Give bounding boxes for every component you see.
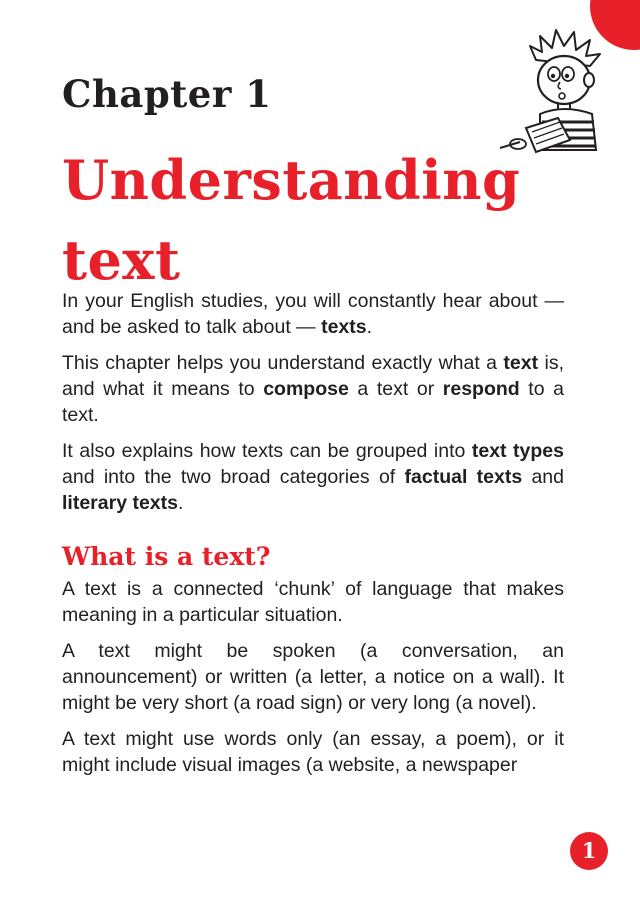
page-content xyxy=(62,288,564,788)
chapter-label: Chapter 1 xyxy=(62,72,272,116)
text-run: is, and what it means to xyxy=(62,352,564,400)
key-term: compose xyxy=(263,378,349,400)
section-paragraph-2: A text might be spoken (a conversation, an announcement) or written (a letter, a notice on a wall). It might be very short (a road sign) or very long (a novel). xyxy=(62,640,564,714)
text-run: In your English studies, you will constantly hear about — and be asked to talk about — xyxy=(62,290,564,338)
chapter-title xyxy=(62,140,521,300)
section-paragraph-1: A text is a connected ‘chunk’ of language that makes meaning in a particular situation. xyxy=(62,578,564,626)
section-paragraph-3: A text might use words only (an essay, a poem), or it might include visual images (a website, a newspaper xyxy=(62,728,564,776)
key-term: text types xyxy=(471,440,564,462)
page-number-badge: 1 xyxy=(570,832,608,870)
text-run: and xyxy=(522,466,564,488)
key-term: text xyxy=(503,352,539,374)
intro-paragraph-1 xyxy=(62,288,564,340)
key-term: texts xyxy=(321,316,367,338)
text-run: . xyxy=(177,492,184,514)
intro-paragraph-2 xyxy=(62,350,564,428)
text-run: . xyxy=(366,316,373,338)
key-term: respond xyxy=(442,378,520,400)
chapter-title-line-1: Understanding xyxy=(62,148,521,212)
text-run: It also explains how texts can be grouped into xyxy=(62,440,472,462)
text-run: to a text. xyxy=(62,378,564,426)
boy-reading-book-illustration xyxy=(496,22,616,154)
text-run: and into the two broad categories of xyxy=(62,466,405,488)
chapter-title-line-2: text xyxy=(62,228,181,292)
text-run: a text or xyxy=(348,378,443,400)
intro-paragraph-3 xyxy=(62,438,564,516)
text-run: This chapter helps you understand exactly what a xyxy=(62,352,504,374)
key-term: literary texts xyxy=(62,492,178,514)
key-term: factual texts xyxy=(404,466,523,488)
section-heading: What is a text? xyxy=(62,542,271,571)
